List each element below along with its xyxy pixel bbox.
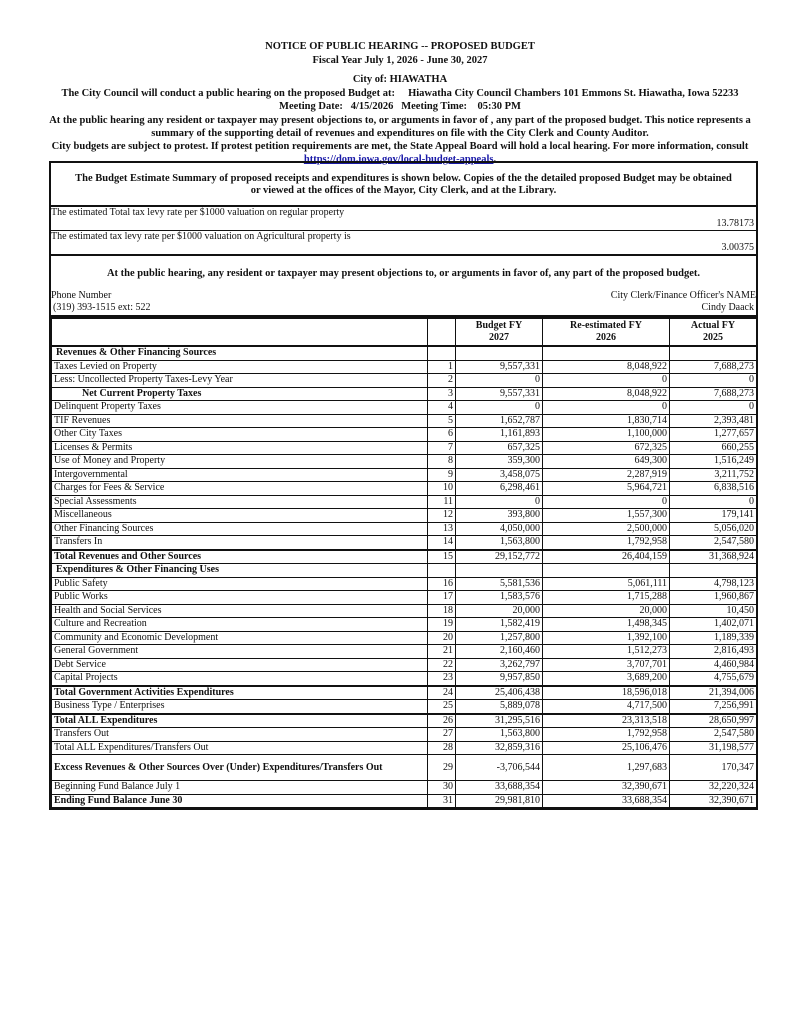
row-reestimated-fy2026: 1,512,273: [543, 645, 670, 659]
budget-table-body: [52, 346, 757, 809]
row-budget-fy2027: 31,295,516: [456, 714, 543, 728]
table-row: [52, 686, 757, 700]
row-reestimated-fy2026: 0: [543, 401, 670, 415]
row-actual-fy2025: 4,755,679: [670, 672, 757, 686]
table-row: [52, 658, 757, 672]
row-budget-fy2027: 1,563,800: [456, 536, 543, 550]
clerk-label: City Clerk/Finance Officer's NAME: [610, 290, 756, 301]
table-row: [52, 536, 757, 550]
table-row: [52, 428, 757, 442]
row-line-number: 6: [428, 428, 456, 442]
levy-regular-label: The estimated Total tax levy rate per $1000 valuation on regular property: [51, 207, 345, 218]
table-row: [52, 509, 757, 523]
row-budget-fy2027: 1,652,787: [456, 414, 543, 428]
row-budget-fy2027: 0: [456, 495, 543, 509]
row-line-number: 1: [428, 360, 456, 374]
row-actual-fy2025: 28,650,997: [670, 714, 757, 728]
row-line-number: 11: [428, 495, 456, 509]
row-line-number: 16: [428, 577, 456, 591]
row-budget-fy2027: -3,706,544: [456, 755, 543, 781]
row-line-number: 9: [428, 468, 456, 482]
row-label: Other City Taxes: [52, 428, 428, 442]
row-budget-fy2027: 9,557,331: [456, 387, 543, 401]
row-actual-fy2025: 6,838,516: [670, 482, 757, 496]
row-actual-fy2025: 2,547,580: [670, 536, 757, 550]
hearing-message: At the public hearing, any resident or taxpayer may present objections to, or arguments in favor of, any part of the proposed budget.: [106, 268, 701, 279]
header-line-col: [428, 319, 456, 347]
levy-ag-row: [51, 231, 756, 256]
table-row: [52, 741, 757, 755]
meeting-date-time: Meeting Date: 4/15/2026 Meeting Time: 05:30 PM: [279, 101, 521, 112]
row-line-number: 24: [428, 686, 456, 700]
row-label: Total Government Activities Expenditures: [52, 686, 428, 700]
table-row: [52, 522, 757, 536]
row-reestimated-fy2026: 1,792,958: [543, 536, 670, 550]
protest-text: City budgets are subject to protest. If protest petition requirements are met, the State Appeal Board will hold a local hearing. For more information, consult: [51, 141, 749, 152]
row-reestimated-fy2026: [543, 346, 670, 360]
row-budget-fy2027: 1,583,576: [456, 591, 543, 605]
row-label: Total Revenues and Other Sources: [52, 550, 428, 564]
row-actual-fy2025: 5,056,020: [670, 522, 757, 536]
row-actual-fy2025: 21,394,006: [670, 686, 757, 700]
row-line-number: 19: [428, 618, 456, 632]
row-line-number: 3: [428, 387, 456, 401]
row-actual-fy2025: 0: [670, 374, 757, 388]
row-actual-fy2025: 32,390,671: [670, 794, 757, 809]
row-line-number: [428, 346, 456, 360]
row-reestimated-fy2026: 3,707,701: [543, 658, 670, 672]
row-reestimated-fy2026: 33,688,354: [543, 794, 670, 809]
row-label: Other Financing Sources: [52, 522, 428, 536]
row-reestimated-fy2026: 2,500,000: [543, 522, 670, 536]
row-label: Delinquent Property Taxes: [52, 401, 428, 415]
row-line-number: 12: [428, 509, 456, 523]
row-reestimated-fy2026: 1,557,300: [543, 509, 670, 523]
row-budget-fy2027: 9,557,331: [456, 360, 543, 374]
table-row: [52, 645, 757, 659]
row-budget-fy2027: 657,325: [456, 441, 543, 455]
row-label: Expenditures & Other Financing Uses: [52, 564, 428, 578]
row-actual-fy2025: 0: [670, 401, 757, 415]
row-line-number: 14: [428, 536, 456, 550]
row-actual-fy2025: 2,816,493: [670, 645, 757, 659]
row-actual-fy2025: 1,516,249: [670, 455, 757, 469]
table-row: [52, 781, 757, 795]
phone-value: (319) 393-1515 ext: 522: [53, 302, 151, 313]
table-row: [52, 346, 757, 360]
table-row: [52, 401, 757, 415]
row-label: Intergovernmental: [52, 468, 428, 482]
row-line-number: 23: [428, 672, 456, 686]
row-label: Total ALL Expenditures: [52, 714, 428, 728]
row-reestimated-fy2026: 26,404,159: [543, 550, 670, 564]
city-name: City of: HIAWATHA: [352, 74, 448, 85]
table-row: [52, 495, 757, 509]
row-label: Excess Revenues & Other Sources Over (Under) Expenditures/Transfers Out: [52, 755, 428, 781]
row-label: Beginning Fund Balance July 1: [52, 781, 428, 795]
row-reestimated-fy2026: 3,689,200: [543, 672, 670, 686]
row-line-number: 5: [428, 414, 456, 428]
row-reestimated-fy2026: 5,964,721: [543, 482, 670, 496]
link-suffix: .: [493, 154, 497, 165]
row-actual-fy2025: 1,189,339: [670, 631, 757, 645]
row-label: Use of Money and Property: [52, 455, 428, 469]
row-reestimated-fy2026: 32,390,671: [543, 781, 670, 795]
table-row: [52, 482, 757, 496]
row-actual-fy2025: [670, 346, 757, 360]
row-label: Transfers In: [52, 536, 428, 550]
table-row: [52, 387, 757, 401]
row-line-number: 30: [428, 781, 456, 795]
row-label: Debt Service: [52, 658, 428, 672]
table-row: [52, 550, 757, 564]
row-line-number: 25: [428, 700, 456, 714]
row-actual-fy2025: 7,256,991: [670, 700, 757, 714]
row-actual-fy2025: 1,402,071: [670, 618, 757, 632]
header-budget-fy2027: Budget FY 2027: [456, 319, 543, 347]
row-budget-fy2027: 2,160,460: [456, 645, 543, 659]
row-actual-fy2025: 1,277,657: [670, 428, 757, 442]
row-line-number: 18: [428, 604, 456, 618]
row-reestimated-fy2026: 4,717,500: [543, 700, 670, 714]
row-budget-fy2027: 33,688,354: [456, 781, 543, 795]
row-actual-fy2025: 4,798,123: [670, 577, 757, 591]
table-row: [52, 468, 757, 482]
row-label: Special Assessments: [52, 495, 428, 509]
row-budget-fy2027: 3,262,797: [456, 658, 543, 672]
row-label: Community and Economic Development: [52, 631, 428, 645]
row-actual-fy2025: 2,393,481: [670, 414, 757, 428]
table-row: [52, 360, 757, 374]
table-row: [52, 714, 757, 728]
row-actual-fy2025: 31,368,924: [670, 550, 757, 564]
row-budget-fy2027: 29,152,772: [456, 550, 543, 564]
row-actual-fy2025: 179,141: [670, 509, 757, 523]
row-reestimated-fy2026: 1,392,100: [543, 631, 670, 645]
row-budget-fy2027: 1,563,800: [456, 728, 543, 742]
row-reestimated-fy2026: 1,715,288: [543, 591, 670, 605]
row-line-number: 15: [428, 550, 456, 564]
table-row: [52, 604, 757, 618]
budget-table: [51, 318, 757, 810]
row-line-number: 21: [428, 645, 456, 659]
row-actual-fy2025: 1,960,867: [670, 591, 757, 605]
row-budget-fy2027: 9,957,850: [456, 672, 543, 686]
phone-label: Phone Number: [51, 290, 112, 301]
row-budget-fy2027: [456, 346, 543, 360]
levy-regular-value: 13.78173: [716, 218, 754, 229]
row-label: Business Type / Enterprises: [52, 700, 428, 714]
row-line-number: 22: [428, 658, 456, 672]
row-reestimated-fy2026: [543, 564, 670, 578]
table-row: [52, 564, 757, 578]
row-label: Taxes Levied on Property: [52, 360, 428, 374]
row-reestimated-fy2026: 672,325: [543, 441, 670, 455]
table-row: [52, 414, 757, 428]
table-row: [52, 631, 757, 645]
row-actual-fy2025: 32,220,324: [670, 781, 757, 795]
appeals-link[interactable]: https://dom.iowa.gov/local-budget-appeals: [303, 154, 494, 165]
row-label: Culture and Recreation: [52, 618, 428, 632]
row-reestimated-fy2026: 18,596,018: [543, 686, 670, 700]
levy-ag-value: 3.00375: [721, 242, 754, 253]
fiscal-year: Fiscal Year July 1, 2026 - June 30, 2027: [312, 55, 488, 66]
row-reestimated-fy2026: 1,830,714: [543, 414, 670, 428]
table-row: [52, 618, 757, 632]
table-row: [52, 577, 757, 591]
row-budget-fy2027: 6,298,461: [456, 482, 543, 496]
objection-notice: At the public hearing any resident or taxpayer may present objections to, or arguments in favor of , any part of the proposed budget. This notice represents a summary of the supporting detail of revenues and expenditures on file with the City Clerk and County Auditor.: [49, 115, 751, 139]
budget-summary-frame: [49, 161, 758, 810]
row-actual-fy2025: 0: [670, 495, 757, 509]
row-budget-fy2027: 0: [456, 374, 543, 388]
row-label: Charges for Fees & Service: [52, 482, 428, 496]
row-reestimated-fy2026: 1,498,345: [543, 618, 670, 632]
header-reestimated-fy2026: Re-estimated FY 2026: [543, 319, 670, 347]
levy-regular-row: [51, 207, 756, 231]
row-budget-fy2027: 3,458,075: [456, 468, 543, 482]
row-label: Revenues & Other Financing Sources: [52, 346, 428, 360]
row-line-number: 27: [428, 728, 456, 742]
row-reestimated-fy2026: 5,061,111: [543, 577, 670, 591]
row-reestimated-fy2026: 25,106,476: [543, 741, 670, 755]
notice-header: [40, 40, 760, 166]
notice-title: NOTICE OF PUBLIC HEARING -- PROPOSED BUDGET: [265, 41, 535, 52]
header-label-col: [52, 319, 428, 347]
row-budget-fy2027: [456, 564, 543, 578]
table-row: [52, 728, 757, 742]
table-row: [52, 672, 757, 686]
row-budget-fy2027: 4,050,000: [456, 522, 543, 536]
row-actual-fy2025: 3,211,752: [670, 468, 757, 482]
row-actual-fy2025: 10,450: [670, 604, 757, 618]
row-label: Miscellaneous: [52, 509, 428, 523]
row-line-number: 7: [428, 441, 456, 455]
row-label: General Government: [52, 645, 428, 659]
row-label: Less: Uncollected Property Taxes-Levy Year: [52, 374, 428, 388]
table-row: [52, 441, 757, 455]
row-actual-fy2025: 4,460,984: [670, 658, 757, 672]
row-line-number: [428, 564, 456, 578]
row-line-number: 13: [428, 522, 456, 536]
row-line-number: 10: [428, 482, 456, 496]
table-row: [52, 591, 757, 605]
row-line-number: 4: [428, 401, 456, 415]
row-reestimated-fy2026: 8,048,922: [543, 360, 670, 374]
row-budget-fy2027: 393,800: [456, 509, 543, 523]
summary-intro: The Budget Estimate Summary of proposed receipts and expenditures is shown below. Copies of the the detailed proposed Budget may be obtained or viewed at the offices of the Mayor, City Clerk, and at the Library.: [51, 163, 756, 207]
row-line-number: 28: [428, 741, 456, 755]
table-row: [52, 455, 757, 469]
row-reestimated-fy2026: 2,287,919: [543, 468, 670, 482]
row-line-number: 17: [428, 591, 456, 605]
row-reestimated-fy2026: 1,100,000: [543, 428, 670, 442]
row-reestimated-fy2026: 649,300: [543, 455, 670, 469]
row-label: Public Works: [52, 591, 428, 605]
table-row: [52, 374, 757, 388]
row-reestimated-fy2026: 1,792,958: [543, 728, 670, 742]
row-label: Net Current Property Taxes: [52, 387, 428, 401]
row-label: TIF Revenues: [52, 414, 428, 428]
row-budget-fy2027: 0: [456, 401, 543, 415]
row-actual-fy2025: 7,688,273: [670, 360, 757, 374]
row-actual-fy2025: 170,347: [670, 755, 757, 781]
row-actual-fy2025: 7,688,273: [670, 387, 757, 401]
row-actual-fy2025: 31,198,577: [670, 741, 757, 755]
row-actual-fy2025: 660,255: [670, 441, 757, 455]
row-reestimated-fy2026: 23,313,518: [543, 714, 670, 728]
hearing-location: The City Council will conduct a public hearing on the proposed Budget at: Hiawatha City Council Chambers 101 Emmons St. Hiawatha, Iowa 52233: [61, 88, 739, 99]
row-label: Transfers Out: [52, 728, 428, 742]
row-budget-fy2027: 20,000: [456, 604, 543, 618]
row-label: Ending Fund Balance June 30: [52, 794, 428, 809]
table-header-row: [52, 319, 757, 347]
row-line-number: 8: [428, 455, 456, 469]
row-actual-fy2025: 2,547,580: [670, 728, 757, 742]
row-budget-fy2027: 359,300: [456, 455, 543, 469]
clerk-name: Cindy Daack: [701, 302, 754, 313]
levy-ag-label: The estimated tax levy rate per $1000 valuation on Agricultural property is: [51, 231, 351, 242]
row-label: Licenses & Permits: [52, 441, 428, 455]
row-reestimated-fy2026: 8,048,922: [543, 387, 670, 401]
row-line-number: 26: [428, 714, 456, 728]
row-label: Health and Social Services: [52, 604, 428, 618]
row-budget-fy2027: 29,981,810: [456, 794, 543, 809]
table-row: [52, 755, 757, 781]
hearing-contact-block: [51, 256, 756, 318]
row-reestimated-fy2026: 20,000: [543, 604, 670, 618]
row-budget-fy2027: 5,889,078: [456, 700, 543, 714]
row-budget-fy2027: 1,257,800: [456, 631, 543, 645]
row-line-number: 31: [428, 794, 456, 809]
row-budget-fy2027: 25,406,438: [456, 686, 543, 700]
header-actual-fy2025: Actual FY 2025: [670, 319, 757, 347]
row-reestimated-fy2026: 0: [543, 374, 670, 388]
row-label: Capital Projects: [52, 672, 428, 686]
row-line-number: 29: [428, 755, 456, 781]
row-reestimated-fy2026: 1,297,683: [543, 755, 670, 781]
row-budget-fy2027: 5,581,536: [456, 577, 543, 591]
row-label: Total ALL Expenditures/Transfers Out: [52, 741, 428, 755]
table-row: [52, 794, 757, 809]
row-label: Public Safety: [52, 577, 428, 591]
row-budget-fy2027: 32,859,316: [456, 741, 543, 755]
row-actual-fy2025: [670, 564, 757, 578]
row-budget-fy2027: 1,582,419: [456, 618, 543, 632]
row-line-number: 2: [428, 374, 456, 388]
table-row: [52, 700, 757, 714]
row-line-number: 20: [428, 631, 456, 645]
row-reestimated-fy2026: 0: [543, 495, 670, 509]
row-budget-fy2027: 1,161,893: [456, 428, 543, 442]
